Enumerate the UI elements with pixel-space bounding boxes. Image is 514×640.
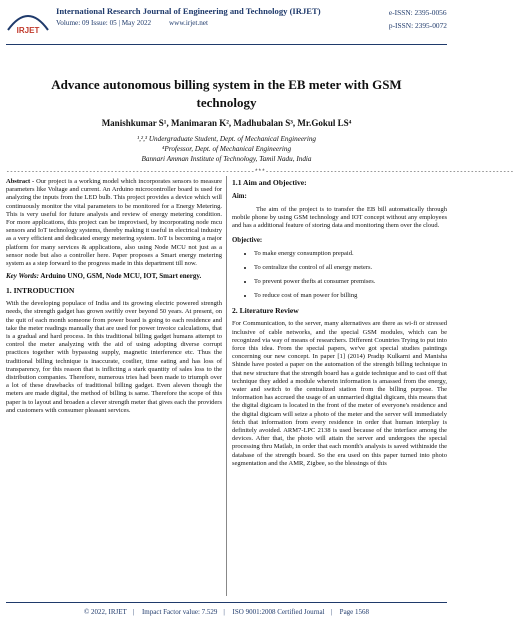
affiliation bbox=[0, 134, 453, 164]
literature-heading: 2. Literature Review bbox=[232, 306, 299, 316]
objective-item: • To prevent power thefts at consumer premises. bbox=[254, 278, 447, 286]
objective-item: • To reduce cost of man power for billing bbox=[254, 292, 447, 300]
column-divider bbox=[226, 176, 227, 596]
affiliation-line-1: ¹,²,³ Undergraduate Student, Dept. of Mechanical Engineering bbox=[136, 135, 317, 143]
svg-text:IRJET: IRJET bbox=[16, 26, 40, 35]
affiliation-line-3: Bannari Amman Institute of Technology, Tamil Nadu, India bbox=[141, 155, 312, 163]
footer-copyright: © 2022, IRJET bbox=[83, 608, 127, 616]
abstract-label: Abstract - bbox=[6, 178, 35, 185]
objective-item: • To make energy consumption prepaid. bbox=[254, 250, 447, 258]
left-column bbox=[6, 178, 222, 419]
abstract bbox=[6, 178, 222, 268]
pissn: p-ISSN: 2395-0072 bbox=[388, 21, 447, 30]
keywords bbox=[6, 272, 222, 280]
section-separator: ---------------------------------------------------------------------***--------------------------------------------------------------------- bbox=[6, 168, 514, 175]
objective-item: • To centralize the control of all energy meters. bbox=[254, 264, 447, 272]
footer-rule bbox=[6, 602, 447, 603]
volume-issue: Volume: 09 Issue: 05 | May 2022 bbox=[56, 19, 152, 27]
aim-objective-heading: 1.1 Aim and Objective: bbox=[232, 178, 307, 187]
journal-name: International Research Journal of Engineering and Technology (IRJET) bbox=[56, 6, 321, 16]
irjet-logo bbox=[6, 6, 50, 36]
right-column bbox=[232, 178, 447, 472]
affiliation-line-2: ⁴Professor, Dept. of Mechanical Engineering bbox=[161, 145, 292, 153]
eissn: e-ISSN: 2395-0056 bbox=[388, 8, 447, 17]
aim-text: The aim of the project is to transfer the EB bill automatically through mobile phone by using GSM technology and IOT concept without any employees and has a additional feature of storing data and monitoring them over the cloud. bbox=[232, 206, 447, 230]
footer-iso: ISO 9001:2008 Certified Journal bbox=[232, 608, 325, 616]
page-footer: © 2022, IRJET | Impact Factor value: 7.529 | ISO 9001:2008 Certified Journal | Page 1568 bbox=[83, 608, 370, 616]
objective-list bbox=[232, 250, 447, 301]
keywords-label: Key Words: bbox=[6, 272, 39, 281]
header-rule bbox=[6, 44, 447, 45]
paper-title: Advance autonomous billing system in the EB meter with GSM technology bbox=[51, 77, 402, 110]
journal-header bbox=[0, 0, 453, 44]
paper-authors: Manishkumar S¹, Manimaran K², Madhubalan S³, Mr.Gokul LS⁴ bbox=[101, 118, 352, 128]
aim-label: Aim: bbox=[232, 193, 247, 200]
abstract-text: Our project is a working model which incorporates sensors to measure parameters like Voltage and current. An Arduino microcontroller board is used for analyzing the inputs from the LED bulb. This project provides a device which will continuously monitor the vital parameters to be monitored for a Energy Metering. This is very useful for future analysis and review of energy metering condition. For more applications, this project can be improvised, by incorporating node mcu sensors and IoT technology systems, thereby making it useful in electrical industry as a very efficient and dedicated energy metering system. IoT is becoming a major platform for many services & applications, also using Node MCU not just as a sensor node but also a controller here. Paper proposes a Smart energy metering system as a step forward to the progress made in this department till now. bbox=[6, 178, 222, 268]
intro-heading: 1. INTRODUCTION bbox=[6, 286, 75, 296]
keywords-text: Arduino UNO, GSM, Node MCU, IOT, Smart energy. bbox=[40, 272, 202, 281]
objective-label: Objective: bbox=[232, 236, 263, 244]
intro-text: With the developing populace of India and its growing electric powered strength needs, the strength gadget has grown swiftly over beyond 50 years. At present, on the quit of each month someone from power board is going to each residence and take the meter readings manually that are used for power invoice calculations, that is a gradual and hard process. In this traditional billing gadget humans attempt to control the meter analyzing with the aid of using adopting diverse corrupt practices together with bypassing supply, magnetic interference etc. Thus the traditional billing technique is inaccurate, costlier, time eating and has loss of transparency, for this reason that is inflicting a stark quantity of sales loss to the distribution companies. Therefore, numerous tries had been made to triumph over a lot of these drawbacks of traditional billing gadget. Even aleven though the meters are made digital, the method of billing is same. Therefore the scope of this paper is to layout and broaden a clever strength meter that gives each the providers and customers with consumer pleasant services. bbox=[6, 300, 222, 414]
issn-block bbox=[389, 6, 447, 32]
footer-impact: Impact Factor value: 7.529 bbox=[141, 608, 218, 616]
footer-page: Page 1568 bbox=[339, 608, 370, 616]
journal-website[interactable]: www.irjet.net bbox=[168, 19, 208, 27]
journal-meta bbox=[56, 19, 224, 27]
literature-text: For Communication, to the server, many alternatives are there as wi-fi or stressed inclusive of cable networks, and the special GSM modules, which can be recognized via way of means of researchers. Different Countries Trying to put into force this idea. From the special papers, we've got special studies paintings concerning our new concept. In paper [1] (2014) Pradip Kulkarni and Manisha Shinde have posted a paper on the automation of the strength billing technique in that new structure that the strength board has a guide technique and to cast off that technique they added a module wherein information is amassed from the energy, water and switch to the centralized station from the billing purpose. The information has accrued the usage of an unmarried digital digicam, this means that the digital digicam is located in the front of the meter of everyone's residence and the digital digicam will seize a photo of the meter and the server will immediately fetch that information from every residence in order that human interplay is definitely avoided. ARM7-LPC 2138 is used because of the interface among the devices. After that, the photo will attain the server and undergoes the special processing thru Matlab, in order that each month's analysis is saved withinside the database of the strength board. So the era used on this paper turned into photo segmentation and the AMR, Zigbee, so the blessings of this bbox=[232, 320, 447, 467]
